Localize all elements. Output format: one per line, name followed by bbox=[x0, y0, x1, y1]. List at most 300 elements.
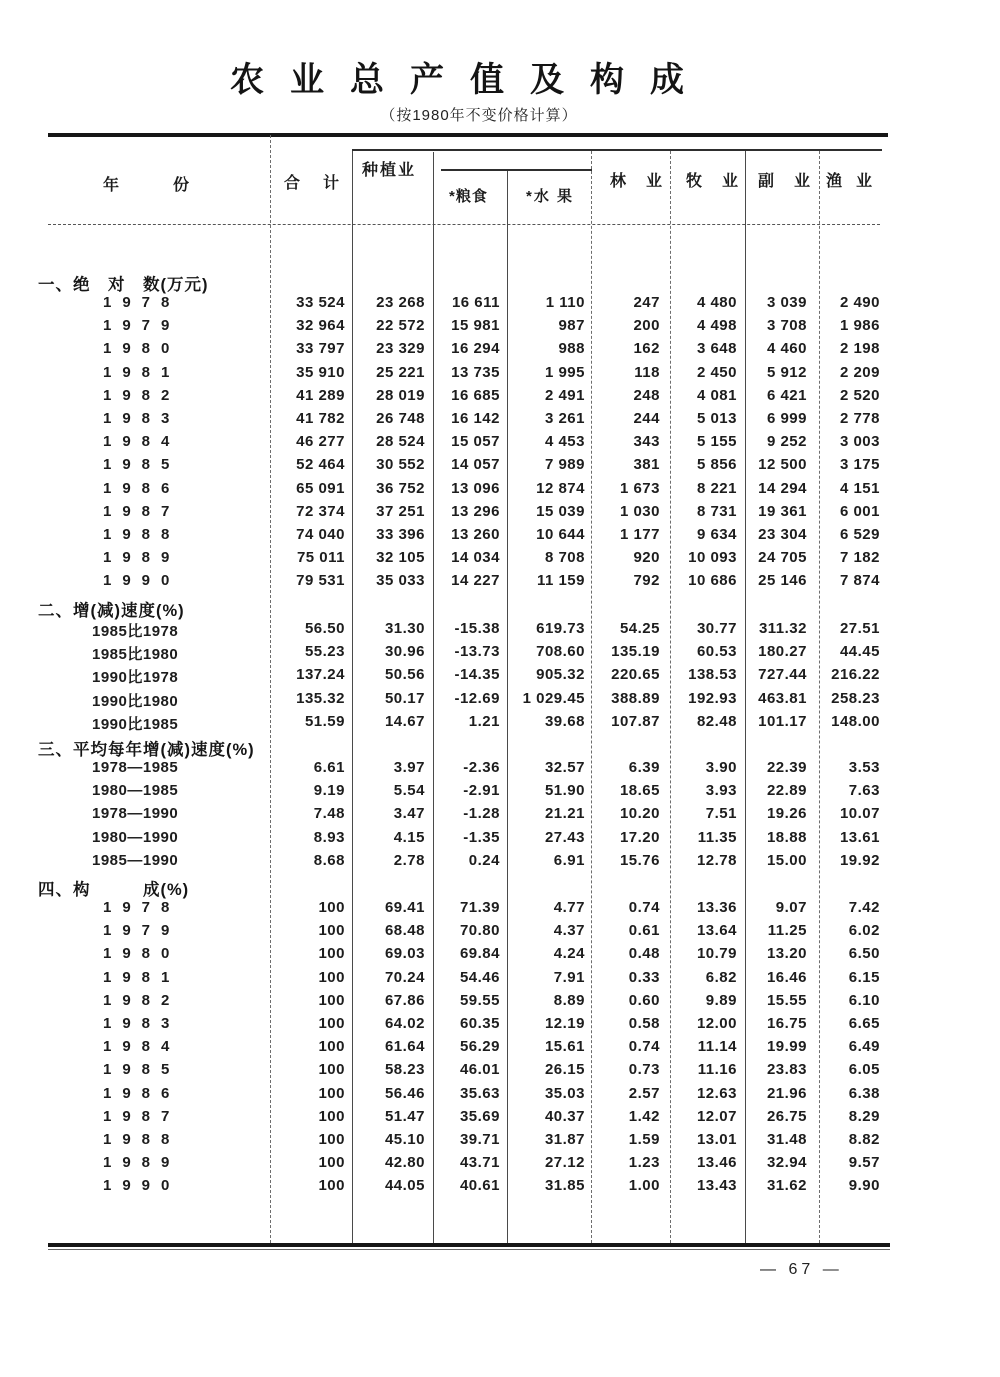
table-cell: 14 294 bbox=[758, 479, 807, 497]
table-cell: 35 033 bbox=[376, 572, 425, 590]
table-cell: 8 731 bbox=[696, 502, 737, 520]
table-cell: 7 874 bbox=[839, 572, 880, 590]
table-cell: 100 bbox=[318, 1061, 345, 1079]
table-cell: 31.87 bbox=[544, 1131, 585, 1148]
table-cell: 21.96 bbox=[766, 1084, 807, 1102]
table-row bbox=[48, 387, 888, 410]
table-cell: 100 bbox=[318, 1107, 345, 1125]
table-cell: 6.65 bbox=[848, 1015, 880, 1032]
table-cell: 27.51 bbox=[839, 620, 880, 637]
table-cell: 5 155 bbox=[696, 433, 737, 451]
table-cell: -15.38 bbox=[454, 620, 500, 637]
row-label: 1984 bbox=[103, 433, 181, 451]
table-cell: 75 011 bbox=[296, 549, 345, 567]
table-cell: 3.53 bbox=[848, 759, 880, 776]
table-cell: 11 159 bbox=[536, 572, 585, 590]
table-row bbox=[48, 1085, 888, 1108]
row-label: 1986 bbox=[103, 479, 181, 497]
table-cell: 14 227 bbox=[451, 572, 500, 590]
table-cell: 30.96 bbox=[384, 643, 425, 661]
table-cell: -2.36 bbox=[463, 759, 500, 776]
table-cell: 3.90 bbox=[705, 759, 737, 776]
table-cell: 0.33 bbox=[628, 968, 660, 986]
table-cell: 44.05 bbox=[384, 1177, 425, 1195]
table-cell: 0.61 bbox=[628, 922, 660, 940]
table-cell: 70.24 bbox=[384, 968, 425, 986]
row-label: 1987 bbox=[103, 1107, 181, 1125]
table-cell: 28 524 bbox=[376, 433, 425, 451]
table-cell: 1 030 bbox=[619, 502, 660, 520]
row-label: 1981 bbox=[103, 968, 181, 986]
table-cell: 31.48 bbox=[766, 1131, 807, 1148]
table-cell: 10 093 bbox=[688, 549, 737, 567]
table-cell: 10.79 bbox=[696, 945, 737, 963]
table-cell: 32.57 bbox=[544, 759, 585, 776]
table-cell: 30.77 bbox=[696, 620, 737, 637]
col-header-grain: *粮食 bbox=[449, 188, 488, 205]
table-row bbox=[48, 643, 888, 666]
table-cell: 17.20 bbox=[619, 828, 660, 846]
row-label: 1979 bbox=[103, 317, 181, 335]
row-label: 1984 bbox=[103, 1038, 181, 1056]
table-row bbox=[48, 364, 888, 387]
table-cell: 67.86 bbox=[384, 991, 425, 1009]
table-cell: 0.48 bbox=[628, 945, 660, 963]
col-header-year: 年份 bbox=[103, 177, 244, 194]
table-cell: 40.61 bbox=[459, 1177, 500, 1195]
table-row bbox=[48, 317, 888, 340]
table-row bbox=[48, 549, 888, 572]
table-row bbox=[48, 433, 888, 456]
table-row bbox=[48, 690, 888, 713]
table-cell: 1 986 bbox=[839, 317, 880, 335]
table-cell: 343 bbox=[633, 433, 660, 451]
row-label: 1986 bbox=[103, 1084, 181, 1102]
table-cell: 2 491 bbox=[544, 386, 585, 404]
table-cell: 16.46 bbox=[766, 968, 807, 986]
table-cell: 24 705 bbox=[758, 549, 807, 567]
table-cell: 72 374 bbox=[296, 502, 345, 520]
col-header-forestry: 林业 bbox=[610, 173, 683, 190]
row-label: 1990比1985 bbox=[92, 715, 179, 733]
table-cell: 0.58 bbox=[628, 1015, 660, 1032]
table-cell: 9.89 bbox=[705, 991, 737, 1009]
table-cell: 463.81 bbox=[758, 689, 807, 707]
table-row bbox=[48, 294, 888, 317]
table-cell: 61.64 bbox=[384, 1038, 425, 1056]
table-cell: 12.07 bbox=[696, 1107, 737, 1125]
table-cell: 19.99 bbox=[766, 1038, 807, 1056]
table-cell: 6.91 bbox=[553, 851, 585, 869]
table-cell: 32 964 bbox=[296, 317, 345, 335]
table-cell: 6 421 bbox=[766, 386, 807, 404]
table-cell: 988 bbox=[558, 340, 585, 358]
table-cell: 6.10 bbox=[848, 991, 880, 1009]
table-cell: 987 bbox=[558, 317, 585, 335]
table-cell: 68.48 bbox=[384, 922, 425, 940]
row-label: 1980 bbox=[103, 945, 181, 963]
table-cell: -14.35 bbox=[454, 666, 500, 684]
table-cell: 8.29 bbox=[848, 1107, 880, 1125]
table-cell: 23 268 bbox=[376, 294, 425, 311]
row-label: 1978 bbox=[103, 294, 181, 311]
table-cell: 15.55 bbox=[766, 991, 807, 1009]
table-cell: 10.07 bbox=[839, 805, 880, 823]
table-cell: 10 686 bbox=[688, 572, 737, 590]
table-cell: 18.88 bbox=[766, 828, 807, 846]
table-cell: 18.65 bbox=[619, 782, 660, 800]
table-cell: 1.21 bbox=[468, 712, 500, 730]
table-row bbox=[48, 480, 888, 503]
table-cell: 162 bbox=[633, 340, 660, 358]
table-cell: 3 708 bbox=[766, 317, 807, 335]
table-cell: 1 029.45 bbox=[522, 689, 585, 707]
table-cell: 2 450 bbox=[696, 363, 737, 381]
table-cell: 26 748 bbox=[376, 410, 425, 427]
table-cell: 6.49 bbox=[848, 1038, 880, 1056]
row-label: 1987 bbox=[103, 502, 181, 520]
table-cell: 708.60 bbox=[536, 643, 585, 661]
table-cell: 42.80 bbox=[384, 1154, 425, 1172]
table-cell: 69.84 bbox=[459, 945, 500, 963]
table-cell: 4 453 bbox=[544, 433, 585, 451]
table-cell: 7 182 bbox=[839, 549, 880, 567]
table-row bbox=[48, 1038, 888, 1061]
table-cell: 19.26 bbox=[766, 805, 807, 823]
table-row bbox=[48, 340, 888, 363]
table-cell: 28 019 bbox=[376, 386, 425, 404]
table-cell: 15 057 bbox=[451, 433, 500, 451]
table-row bbox=[48, 1154, 888, 1177]
table-cell: 15.00 bbox=[766, 851, 807, 869]
table-row bbox=[48, 1015, 888, 1038]
header-group-rule bbox=[352, 149, 882, 151]
row-label: 1985 bbox=[103, 456, 181, 474]
table-cell: 22 572 bbox=[376, 317, 425, 335]
table-cell: 11.25 bbox=[767, 922, 807, 940]
table-cell: 7 989 bbox=[544, 456, 585, 474]
table-cell: 2.78 bbox=[393, 851, 425, 869]
table-cell: 60.35 bbox=[459, 1015, 500, 1032]
table-row bbox=[48, 1061, 888, 1084]
table-cell: 9.07 bbox=[775, 899, 807, 916]
table-cell: 44.45 bbox=[839, 643, 880, 661]
table-cell: 16.75 bbox=[766, 1015, 807, 1032]
table-cell: 1 177 bbox=[619, 526, 660, 543]
table-cell: 52 464 bbox=[296, 456, 345, 474]
table-cell: 10 644 bbox=[536, 526, 585, 543]
table-cell: 100 bbox=[318, 922, 345, 940]
table-cell: 0.24 bbox=[468, 851, 500, 869]
page-title: 农业总产值及构成 bbox=[230, 62, 710, 99]
table-row bbox=[48, 805, 888, 828]
table-cell: 51.47 bbox=[384, 1107, 425, 1125]
row-label: 1978 bbox=[103, 899, 181, 916]
table-cell: 13.43 bbox=[696, 1177, 737, 1195]
row-label: 1983 bbox=[103, 410, 181, 427]
row-label: 1985比1980 bbox=[92, 646, 179, 664]
table-cell: 1 673 bbox=[619, 479, 660, 497]
col-header-planting: 种植业 bbox=[362, 162, 417, 179]
table-cell: 55.23 bbox=[304, 643, 345, 661]
table-cell: 33 797 bbox=[296, 340, 345, 358]
table-cell: 43.71 bbox=[459, 1154, 500, 1172]
table-cell: 79 531 bbox=[296, 572, 345, 590]
table-cell: 135.19 bbox=[611, 643, 660, 661]
col-header-total: 合计 bbox=[284, 175, 363, 192]
table-row bbox=[48, 503, 888, 526]
table-cell: 9.19 bbox=[313, 782, 345, 800]
table-cell: 1.00 bbox=[628, 1177, 660, 1195]
table-cell: 14 057 bbox=[451, 456, 500, 474]
table-cell: 22.39 bbox=[766, 759, 807, 776]
table-cell: 192.93 bbox=[688, 689, 737, 707]
table-cell: 19.92 bbox=[839, 851, 880, 869]
table-cell: 180.27 bbox=[758, 643, 807, 661]
row-label: 1988 bbox=[103, 1131, 181, 1148]
table-cell: 2 209 bbox=[839, 363, 880, 381]
table-cell: 11.35 bbox=[697, 828, 737, 846]
table-cell: 35.69 bbox=[459, 1107, 500, 1125]
table-cell: 32 105 bbox=[376, 549, 425, 567]
table-cell: 905.32 bbox=[536, 666, 585, 684]
table-row bbox=[48, 526, 888, 549]
table-cell: 15.61 bbox=[544, 1038, 585, 1056]
table-cell: 7.51 bbox=[705, 805, 737, 823]
table-cell: 12.19 bbox=[544, 1015, 585, 1032]
table-cell: 8.68 bbox=[313, 851, 345, 869]
table-cell: 41 289 bbox=[296, 386, 345, 404]
table-cell: 64.02 bbox=[384, 1015, 425, 1032]
table-row bbox=[48, 1177, 888, 1200]
table-cell: 19 361 bbox=[758, 502, 807, 520]
table-cell: 100 bbox=[318, 1154, 345, 1172]
row-label: 1990比1978 bbox=[92, 669, 179, 687]
row-label: 1982 bbox=[103, 386, 181, 404]
table-cell: 7.63 bbox=[848, 782, 880, 800]
table-cell: 27.43 bbox=[544, 828, 585, 846]
table-cell: 148.00 bbox=[831, 712, 880, 730]
table-cell: 70.80 bbox=[459, 922, 500, 940]
table-row bbox=[48, 666, 888, 689]
col-header-fruit: *水 果 bbox=[526, 188, 575, 205]
table-cell: 12 500 bbox=[758, 456, 807, 474]
table-cell: 60.53 bbox=[696, 643, 737, 661]
row-label: 1978—1985 bbox=[92, 759, 179, 776]
table-cell: 2 198 bbox=[839, 340, 880, 358]
row-label: 1981 bbox=[103, 363, 181, 381]
table-cell: 50.56 bbox=[384, 666, 425, 684]
table-cell: 15.76 bbox=[619, 851, 660, 869]
table-cell: 100 bbox=[318, 968, 345, 986]
table-cell: 3 648 bbox=[696, 340, 737, 358]
table-cell: 69.41 bbox=[384, 899, 425, 916]
table-cell: 118 bbox=[634, 363, 660, 381]
table-cell: 39.71 bbox=[459, 1131, 500, 1148]
table-cell: 4 081 bbox=[696, 386, 737, 404]
table-cell: 35.63 bbox=[459, 1084, 500, 1102]
table-cell: 16 142 bbox=[451, 410, 500, 427]
table-cell: 23.83 bbox=[766, 1061, 807, 1079]
table-row bbox=[48, 922, 888, 945]
table-cell: -1.28 bbox=[463, 805, 500, 823]
table-cell: 4.77 bbox=[553, 899, 585, 916]
table-cell: 135.32 bbox=[296, 689, 345, 707]
table-cell: 46 277 bbox=[296, 433, 345, 451]
table-cell: 247 bbox=[633, 294, 660, 311]
table-cell: 56.46 bbox=[384, 1084, 425, 1102]
table-cell: 36 752 bbox=[376, 479, 425, 497]
table-cell: 16 294 bbox=[451, 340, 500, 358]
table-cell: 7.48 bbox=[313, 805, 345, 823]
table-cell: 381 bbox=[633, 456, 660, 474]
table-cell: 35 910 bbox=[296, 363, 345, 381]
subcolumn-group-rule bbox=[441, 169, 592, 171]
row-label: 1985 bbox=[103, 1061, 181, 1079]
table-cell: 31.85 bbox=[544, 1177, 585, 1195]
row-label: 1982 bbox=[103, 991, 181, 1009]
table-cell: 6.61 bbox=[313, 759, 345, 776]
table-cell: 6.05 bbox=[848, 1061, 880, 1079]
table-row bbox=[48, 992, 888, 1015]
row-label: 1978—1990 bbox=[92, 805, 179, 823]
table-row bbox=[48, 572, 888, 595]
page-subtitle: （按1980年不变价格计算） bbox=[380, 107, 578, 124]
table-cell: 1 995 bbox=[544, 363, 585, 381]
table-cell: 23 329 bbox=[376, 340, 425, 358]
table-cell: 920 bbox=[633, 549, 660, 567]
table-cell: 3.93 bbox=[705, 782, 737, 800]
row-label: 1985—1990 bbox=[92, 851, 179, 869]
table-cell: 1.23 bbox=[628, 1154, 660, 1172]
table-cell: 22.89 bbox=[766, 782, 807, 800]
table-row bbox=[48, 456, 888, 479]
table-cell: 71.39 bbox=[459, 899, 500, 916]
table-cell: 13.20 bbox=[766, 945, 807, 963]
section-title: 一、绝 对 数(万元) bbox=[38, 276, 209, 294]
table-row bbox=[48, 969, 888, 992]
table-cell: 7.91 bbox=[553, 968, 585, 986]
table-cell: 4.24 bbox=[553, 945, 585, 963]
table-cell: 6 999 bbox=[766, 410, 807, 427]
table-cell: 31.62 bbox=[766, 1177, 807, 1195]
table-cell: 13 096 bbox=[451, 479, 500, 497]
table-cell: 26.15 bbox=[544, 1061, 585, 1079]
table-cell: 727.44 bbox=[758, 666, 807, 684]
table-cell: 12.63 bbox=[696, 1084, 737, 1102]
table-cell: 11.14 bbox=[697, 1038, 737, 1056]
header-bottom-rule bbox=[48, 224, 880, 225]
row-label: 1979 bbox=[103, 922, 181, 940]
table-cell: 33 396 bbox=[376, 526, 425, 543]
table-cell: 100 bbox=[318, 1038, 345, 1056]
table-cell: 0.73 bbox=[628, 1061, 660, 1079]
table-cell: 13 260 bbox=[451, 526, 500, 543]
table-cell: 40.37 bbox=[544, 1107, 585, 1125]
table-cell: 69.03 bbox=[384, 945, 425, 963]
table-cell: 13.46 bbox=[696, 1154, 737, 1172]
table-cell: 13.61 bbox=[839, 828, 880, 846]
table-cell: 13.01 bbox=[696, 1131, 737, 1148]
table-cell: 37 251 bbox=[376, 502, 425, 520]
table-cell: 216.22 bbox=[831, 666, 880, 684]
table-cell: 3 261 bbox=[544, 410, 585, 427]
table-cell: 6 001 bbox=[839, 502, 880, 520]
row-label: 1989 bbox=[103, 549, 181, 567]
table-cell: 137.24 bbox=[296, 666, 345, 684]
table-cell: 58.23 bbox=[384, 1061, 425, 1079]
table-row bbox=[48, 1108, 888, 1131]
table-cell: 100 bbox=[318, 991, 345, 1009]
table-row bbox=[48, 759, 888, 782]
table-cell: 100 bbox=[318, 1131, 345, 1148]
table-cell: 56.50 bbox=[304, 620, 345, 637]
table-row bbox=[48, 620, 888, 643]
table-cell: 33 524 bbox=[296, 294, 345, 311]
table-cell: 258.23 bbox=[831, 689, 880, 707]
col-header-fishery: 渔业 bbox=[826, 173, 887, 190]
table-cell: 5 912 bbox=[766, 363, 807, 381]
col-header-husbandry: 牧业 bbox=[686, 173, 759, 190]
table-cell: 4.15 bbox=[393, 828, 425, 846]
table-cell: 388.89 bbox=[611, 689, 660, 707]
table-cell: -1.35 bbox=[463, 828, 500, 846]
table-cell: 7.42 bbox=[848, 899, 880, 916]
table-cell: 12 874 bbox=[536, 479, 585, 497]
table-bottom-rule-thin bbox=[48, 1249, 890, 1250]
table-cell: 74 040 bbox=[296, 526, 345, 543]
table-cell: 8.89 bbox=[553, 991, 585, 1009]
table-row bbox=[48, 945, 888, 968]
table-cell: 26.75 bbox=[766, 1107, 807, 1125]
section-title: 四、构 成(%) bbox=[38, 881, 190, 899]
table-cell: 2 778 bbox=[839, 410, 880, 427]
table-cell: 65 091 bbox=[296, 479, 345, 497]
table-cell: 100 bbox=[318, 1177, 345, 1195]
table-cell: 30 552 bbox=[376, 456, 425, 474]
table-cell: 4 498 bbox=[696, 317, 737, 335]
table-cell: 101.17 bbox=[758, 712, 807, 730]
table-cell: 4 151 bbox=[839, 479, 880, 497]
table-cell: 9.90 bbox=[848, 1177, 880, 1195]
col-header-sideline: 副业 bbox=[758, 173, 831, 190]
table-cell: 27.12 bbox=[544, 1154, 585, 1172]
table-cell: 4.37 bbox=[553, 922, 585, 940]
row-label: 1983 bbox=[103, 1015, 181, 1032]
table-cell: 21.21 bbox=[544, 805, 585, 823]
table-cell: 138.53 bbox=[688, 666, 737, 684]
table-cell: 9.57 bbox=[848, 1154, 880, 1172]
row-label: 1990比1980 bbox=[92, 692, 179, 710]
table-cell: 3 003 bbox=[839, 433, 880, 451]
table-cell: 56.29 bbox=[459, 1038, 500, 1056]
table-cell: 11.16 bbox=[697, 1061, 737, 1079]
table-cell: 50.17 bbox=[384, 689, 425, 707]
table-cell: 200 bbox=[633, 317, 660, 335]
table-cell: 8 708 bbox=[544, 549, 585, 567]
table-cell: 0.74 bbox=[628, 1038, 660, 1056]
row-label: 1980—1985 bbox=[92, 782, 179, 800]
table-cell: 100 bbox=[318, 899, 345, 916]
page-number: — 67 — bbox=[760, 1261, 843, 1278]
table-cell: 4 460 bbox=[766, 340, 807, 358]
table-cell: 9 634 bbox=[696, 526, 737, 543]
table-cell: 13.36 bbox=[696, 899, 737, 916]
table-cell: 82.48 bbox=[696, 712, 737, 730]
table-cell: 248 bbox=[633, 386, 660, 404]
table-row bbox=[48, 852, 888, 875]
table-cell: 31.30 bbox=[384, 620, 425, 637]
